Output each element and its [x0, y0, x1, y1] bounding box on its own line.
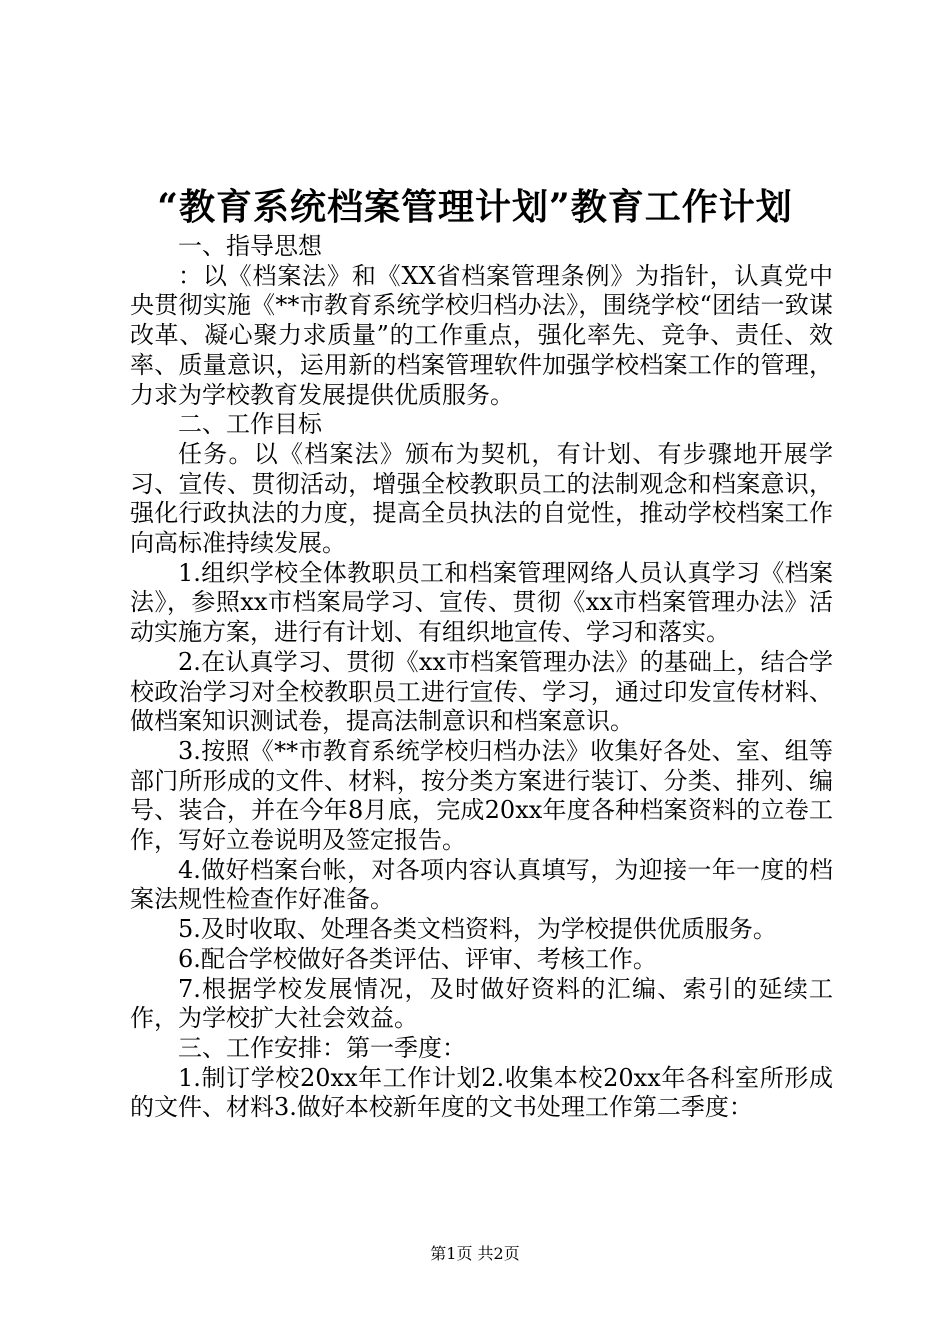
list-item-goal-7: 7.根据学校发展情况，及时做好资料的汇编、索引的延续工作，为学校扩大社会效益。 [130, 974, 833, 1033]
list-item-goal-3: 3.按照《**市教育系统学校归档办法》收集好各处、室、组等部门所形成的文件、材料，按分类方案进行装订、分类、排列、编号、装合，并在今年8月底，完成20xx年度各种档案资料的立卷工作，写好立卷说明及签定报告。 [130, 736, 833, 855]
section-heading-work-arrangement: 三、工作安排：第一季度： [178, 1033, 466, 1062]
section-heading-work-goals: 二、工作目标 [178, 410, 322, 439]
paragraph-first-quarter-tasks: 1.制订学校20xx年工作计划2.收集本校20xx年各科室所形成的文件、材料3.做好本校新年度的文书处理工作第二季度： [130, 1063, 833, 1122]
paragraph-guiding-ideology: ：以《档案法》和《XX省档案管理条例》为指针，认真党中央贯彻实施《**市教育系统学校归档办法》，围绕学校“团结一致谋改革、凝心聚力求质量”的工作重点，强化率先、竞争、责任、效率、质量意识，运用新的档案管理软件加强学校档案工作的管理，力求为学校教育发展提供优质服务。 [130, 261, 833, 409]
list-item-goal-1: 1.组织学校全体教职员工和档案管理网络人员认真学习《档案法》，参照xx市档案局学习、宣传、贯彻《xx市档案管理办法》活动实施方案，进行有计划、有组织地宣传、学习和落实。 [130, 558, 833, 647]
page-title: “教育系统档案管理计划”教育工作计划 [157, 186, 793, 228]
list-item-goal-2: 2.在认真学习、贯彻《xx市档案管理办法》的基础上，结合学校政治学习对全校教职员工进行宣传、学习，通过印发宣传材料、做档案知识测试卷，提高法制意识和档案意识。 [130, 647, 833, 736]
section-heading-guiding-ideology: 一、指导思想 [178, 232, 322, 260]
paragraph-work-goals: 任务。以《档案法》颁布为契机，有计划、有步骤地开展学习、宣传、贯彻活动，增强全校教职员工的法制观念和档案意识，强化行政执法的力度，提高全员执法的自觉性，推动学校档案工作向高标准持续发展。 [130, 439, 833, 558]
page-footer: 第1页 共2页 [430, 1244, 520, 1263]
list-item-goal-6: 6.配合学校做好各类评估、评审、考核工作。 [178, 944, 657, 973]
list-item-goal-4: 4.做好档案台帐，对各项内容认真填写，为迎接一年一度的档案法规性检查作好准备。 [130, 855, 833, 914]
document-body [130, 232, 833, 1123]
list-item-goal-5: 5.及时收取、处理各类文档资料，为学校提供优质服务。 [178, 915, 777, 944]
